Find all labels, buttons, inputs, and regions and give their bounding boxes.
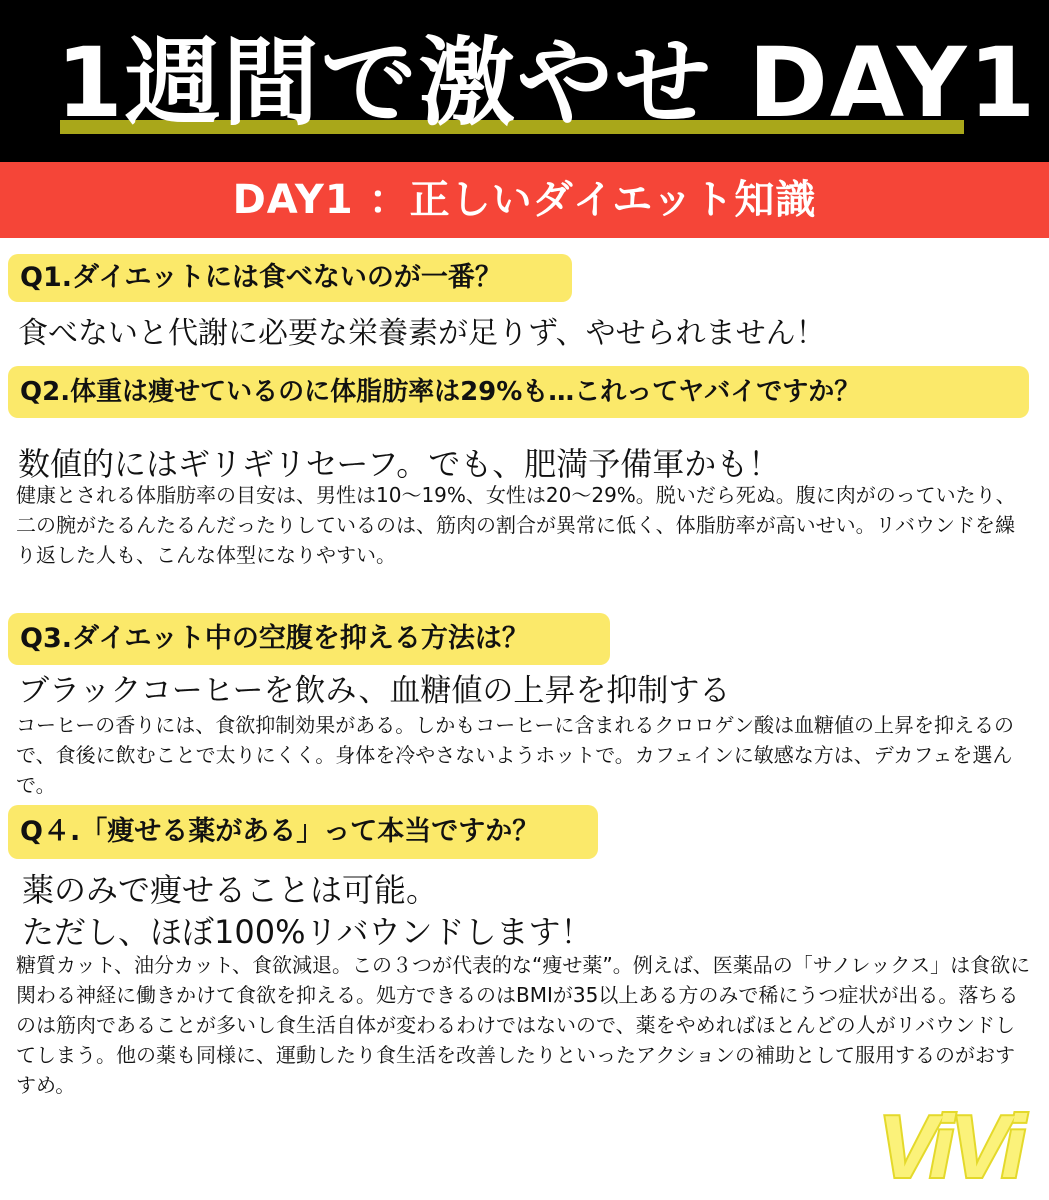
answer-2: 数値的にはギリギリセーフ。でも、肥満予備軍かも！ bbox=[18, 445, 781, 483]
question-4: Q４.「痩せる薬がある」って本当ですか？ bbox=[8, 805, 598, 859]
question-2: Q2.体重は痩せているのに体脂肪率は29%も…これってヤバイですか？ bbox=[8, 366, 1029, 418]
question-1: Q1.ダイエットには食べないのが一番？ bbox=[8, 254, 572, 302]
answer-4-line-1: 薬のみで痩せることは可能。 bbox=[22, 871, 439, 909]
answer-4-line-2: ただし、ほぼ100%リバウンドします！ bbox=[22, 913, 593, 951]
answer-4-body: 糖質カット、油分カット、食欲減退。この３つが代表的な“痩せ薬”。例えば、医薬品の「サノレックス」は食欲に関わる神経に働きかけて食欲を抑える。処方できるのはBMIが35以上ある方のみで稀にうつ症状が出る。落ちるのは筋肉であることが多いし食生活自体が変わるわけではないので、薬をやめればほとんどの人がリバウンドしてしまう。他の薬も同様に、運動したり食生活を改善したりといったアクションの補助として服用するのがおすすめ。 bbox=[16, 953, 1031, 1097]
title-header bbox=[0, 0, 1049, 162]
question-3: Q3.ダイエット中の空腹を抑える方法は？ bbox=[8, 613, 610, 665]
section-banner bbox=[0, 162, 1049, 238]
answer-3: ブラックコーヒーを飲み、血糖値の上昇を抑制する bbox=[18, 673, 731, 709]
page-title: 1週間で激やせ DAY1 bbox=[56, 27, 1038, 139]
vivi-logo-text: ViVi bbox=[878, 1097, 1022, 1189]
answer-3-body: コーヒーの香りには、食欲抑制効果がある。しかもコーヒーに含まれるクロロゲン酸は血糖値の上昇を抑えるので、食後に飲むことで太りにくく。身体を冷やさないようホットで。カフェインに敏感な方は、デカフェを選んで。 bbox=[16, 713, 1014, 797]
answer-2-body: 健康とされる体脂肪率の目安は、男性は10〜19%、女性は20〜29%。脱いだら死ぬ。腹に肉がのっていたり、二の腕がたるんたるんだったりしているのは、筋肉の割合が異常に低く、体脂肪率が高いせい。リバウンドを繰り返した人も、こんな体型になりやすい。 bbox=[16, 483, 1016, 567]
answer-1: 食べないと代謝に必要な栄養素が足りず、やせられません！ bbox=[18, 316, 826, 351]
banner-text: DAY1 ：正しいダイエット知識 bbox=[232, 177, 817, 223]
vivi-logo bbox=[868, 1093, 1032, 1189]
